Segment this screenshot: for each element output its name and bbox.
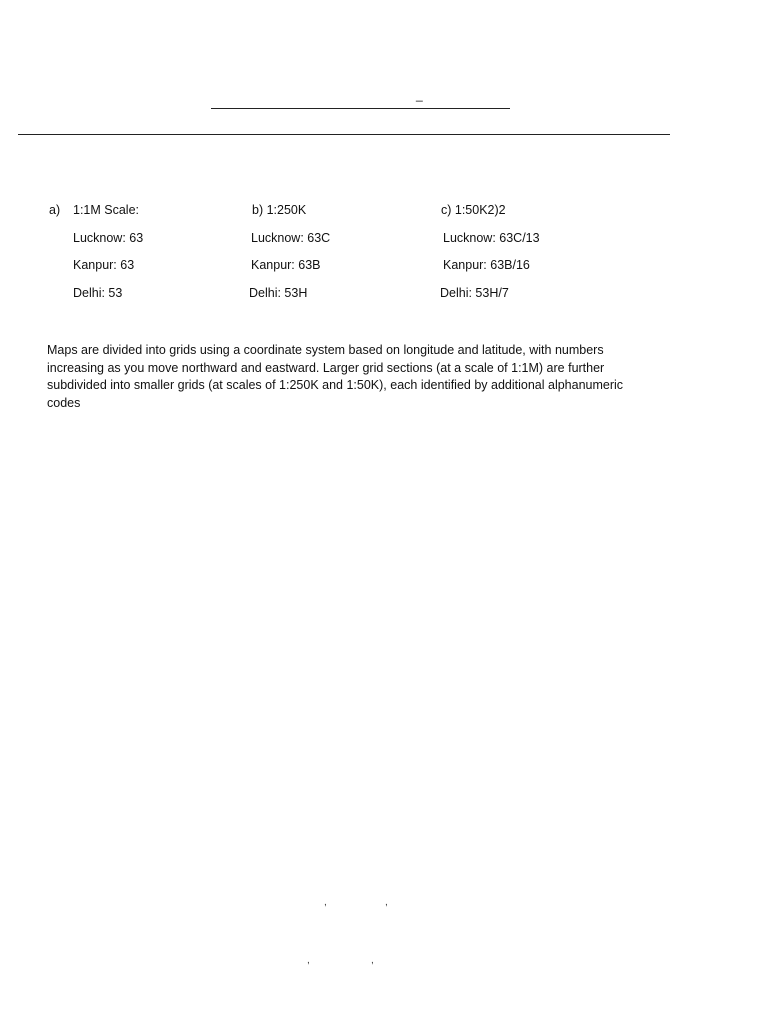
title-underline — [211, 108, 510, 109]
comma-mark: , — [371, 955, 374, 966]
grid-explanation-paragraph: Maps are divided into grids using a coordinate system based on longitude and latitude, with numbers increasing as you move northward and eastward. Larger grid sections (at a scale of 1:1M) are further subdivided into smaller grids (at scales of 1:250K and 1:50K), each identified by additional alphanumeric codes — [47, 343, 624, 410]
scale-50k-heading: c) 1:50K2)2 — [441, 203, 506, 217]
list-marker-a: a) — [49, 203, 61, 217]
comma-mark: , — [324, 897, 327, 908]
scale-1m-kanpur: Kanpur: 63 — [73, 258, 135, 272]
scale-1m-lucknow: Lucknow: 63 — [73, 231, 144, 245]
header-divider — [18, 134, 670, 135]
scale-50k-kanpur: Kanpur: 63B/16 — [443, 258, 530, 272]
comma-mark: , — [307, 955, 310, 966]
underscore-mark: _ — [416, 88, 423, 102]
scale-1m-heading: 1:1M Scale: — [73, 203, 140, 217]
scale-250k-kanpur: Kanpur: 63B — [251, 258, 321, 272]
comma-mark: , — [385, 897, 388, 908]
scale-50k-delhi: Delhi: 53H/7 — [440, 286, 509, 300]
scale-1m-delhi: Delhi: 53 — [73, 286, 123, 300]
scale-50k-lucknow: Lucknow: 63C/13 — [443, 231, 540, 245]
scale-250k-heading: b) 1:250K — [252, 203, 307, 217]
scale-250k-delhi: Delhi: 53H — [249, 286, 308, 300]
scale-250k-lucknow: Lucknow: 63C — [251, 231, 331, 245]
